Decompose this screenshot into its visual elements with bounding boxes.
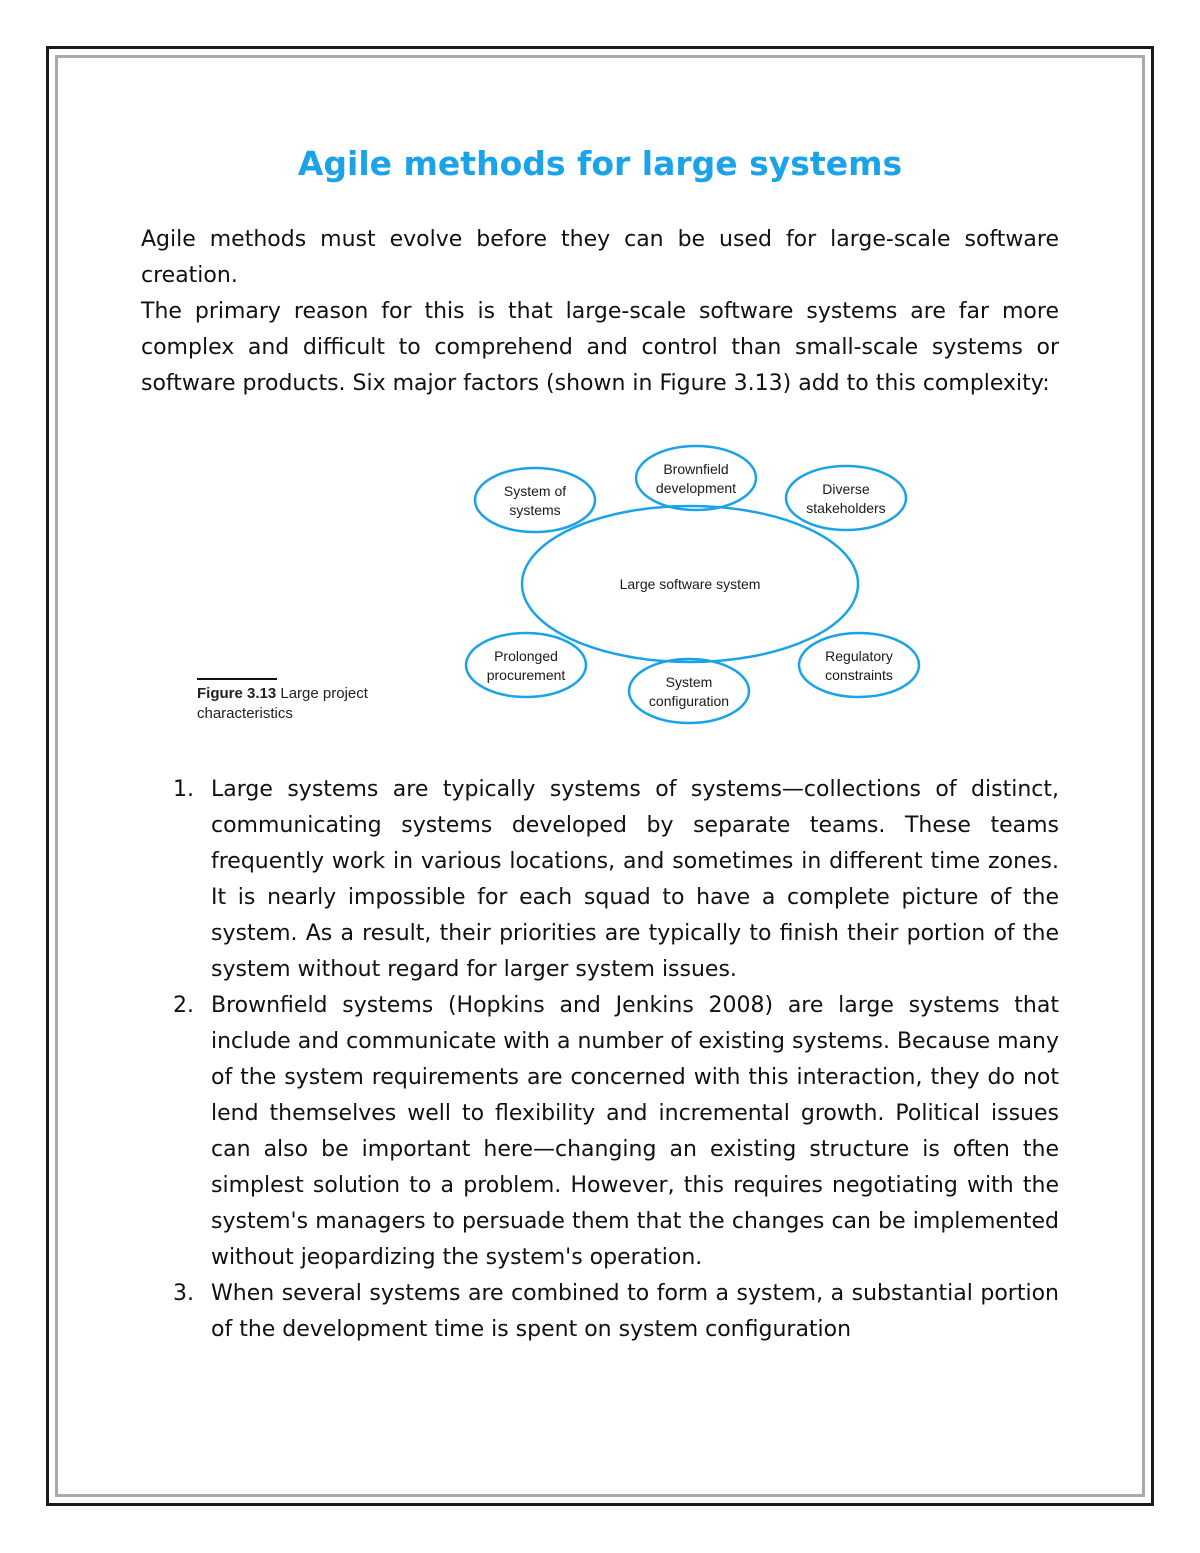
list-item-text: Brownfield systems (Hopkins and Jenkins 2008) are large systems that include and communicate with a number of existing systems. Because many of the system requirements are concerned with this interaction, they do not lend themselves well to flexibility and incremental growth. Political issues can also be important here—changing an existing structure is often the simplest solution to a problem. However, this requires negotiating with the system's managers to persuade them that the changes can be implemented without jeopardizing the system's operation.	[211, 993, 1059, 1270]
intro-paragraph-1: Agile methods must evolve before they can be used for large-scale software creation.	[141, 227, 1059, 288]
caption-number: Figure 3.13	[197, 685, 277, 702]
figure-caption	[197, 678, 397, 724]
list-item-text: Large systems are typically systems of systems—collections of distinct, communicating systems developed by separate teams. These teams frequently work in various locations, and sometimes in different time zones. It is nearly impossible for each squad to have a complete picture of the system. As a result, their priorities are typically to finish their portion of the system without regard for larger system issues.	[211, 777, 1059, 982]
figure-3-13	[141, 430, 1059, 758]
list-item-number: 3.	[173, 1281, 194, 1306]
caption-text: Large project characteristics	[197, 685, 368, 722]
caption-rule	[197, 678, 277, 680]
node-label-regulatory-2: constraints	[825, 667, 893, 683]
page-content	[141, 140, 1059, 1348]
list-item-text: When several systems are combined to form a system, a substantial portion of the development time is spent on system configuration	[211, 1281, 1059, 1342]
node-label-prolonged-1: Prolonged	[494, 648, 558, 664]
node-label-brownfield-1: Brownfield	[663, 461, 729, 477]
list-item-number: 1.	[173, 777, 194, 802]
node-label-brownfield-2: development	[655, 480, 737, 496]
node-label-configuration-1: System	[665, 674, 713, 690]
list-item	[141, 1276, 1059, 1348]
node-label-diverse-1: Diverse	[822, 481, 870, 497]
node-label-system-of-systems-1: System of	[503, 483, 567, 499]
list-item	[141, 988, 1059, 1276]
list-item	[141, 772, 1059, 988]
node-brownfield	[636, 446, 756, 510]
node-system-configuration	[629, 659, 749, 723]
node-label-diverse-2: stakeholders	[806, 500, 886, 516]
node-label-system-of-systems-2: systems	[509, 502, 561, 518]
intro-paragraph-2: The primary reason for this is that large-scale software systems are far more complex and difficult to comprehend and control than small-scale systems or software products. Six major factors (shown in Figure 3.13) add to this complexity:	[141, 299, 1059, 396]
factors-list	[141, 772, 1059, 1348]
list-item-number: 2.	[173, 993, 194, 1018]
node-diverse-stakeholders	[786, 466, 906, 530]
node-label-prolonged-2: procurement	[486, 667, 566, 683]
node-label-regulatory-1: Regulatory	[825, 648, 893, 664]
node-system-of-systems	[475, 468, 595, 532]
page-title: Agile methods for large systems	[297, 144, 903, 183]
node-regulatory-constraints	[799, 633, 919, 697]
center-label: Large software system	[619, 576, 761, 592]
node-label-configuration-2: configuration	[648, 693, 730, 709]
node-prolonged-procurement	[466, 633, 586, 697]
